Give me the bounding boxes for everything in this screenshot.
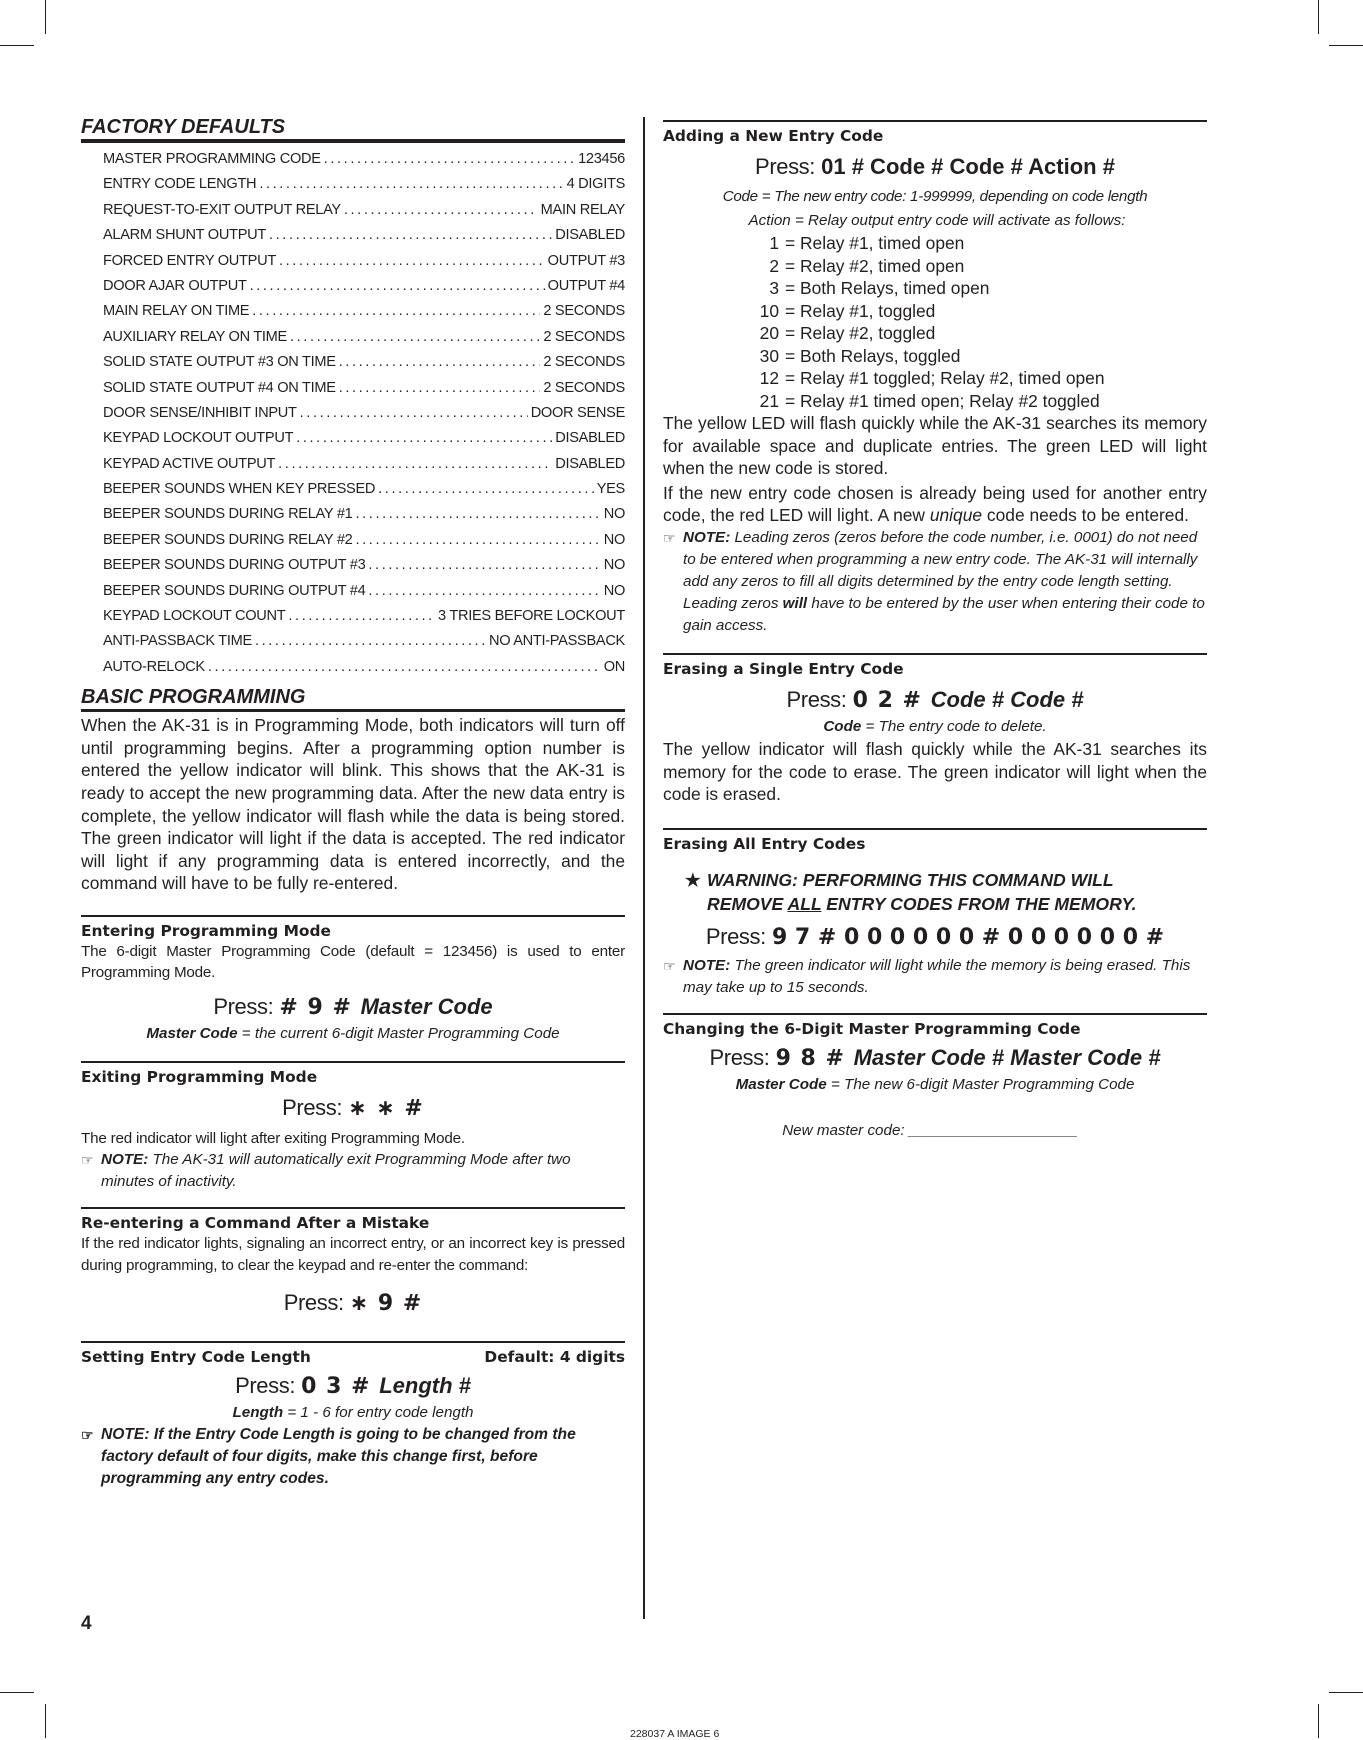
leader-dots [259, 172, 563, 197]
definition-line [81, 1023, 625, 1045]
default-value: 123456 [578, 151, 625, 167]
definition-term: Master Code [735, 1075, 827, 1093]
definition-line [81, 1402, 625, 1424]
warning-text: ENTRY CODES FROM THE MEMORY. [826, 893, 1137, 914]
note-text: If the Entry Code Length is going to be changed from the factory default of four digits, make this change first, before programming any entry codes. [101, 1426, 576, 1488]
leader-dots [250, 274, 545, 299]
key-sequence-keys: 9 8 # [775, 1045, 845, 1071]
crop-mark [0, 45, 34, 46]
default-item [103, 502, 625, 527]
note-label: NOTE: [101, 1151, 149, 1169]
default-label: BEEPER SOUNDS DURING RELAY #1 [103, 506, 353, 523]
press-instruction [81, 992, 625, 1023]
default-label: SOLID STATE OUTPUT #4 ON TIME [103, 379, 336, 396]
key-sequence-keys: 0 3 # [301, 1374, 371, 1400]
relay-option-text: = Both Relays, toggled [785, 345, 961, 366]
leader-dots [252, 299, 540, 324]
relay-option-number: 1 [769, 233, 779, 253]
crop-mark [1318, 0, 1319, 34]
factory-defaults-title: FACTORY DEFAULTS [81, 116, 625, 143]
definition-text: = the current 6-digit Master Programming Code [241, 1024, 560, 1042]
new-master-code-line: New master code: ____________________ [782, 1121, 1078, 1139]
default-value: ON [603, 658, 625, 675]
action-definition: Action = Relay output entry code will activate as follows: [748, 212, 1126, 229]
note-text: have to be entered by the user when entering their code to gain access. [683, 594, 1205, 634]
press-instruction [81, 1371, 625, 1402]
reentering-heading [81, 1207, 625, 1233]
default-value: NO [603, 557, 625, 574]
entering-mode-text: The 6-digit Master Programming Code (default = 123456) is used to enter Programming Mode. [81, 942, 625, 982]
pointing-hand-icon: ☞ [663, 529, 676, 546]
default-value: 4 DIGITS [566, 176, 625, 193]
press-label: Press: [709, 1044, 770, 1070]
press-label: Press: [213, 993, 274, 1019]
relay-option [733, 345, 1207, 368]
default-label: MASTER PROGRAMMING CODE [103, 151, 321, 167]
relay-option-number: 2 [769, 255, 779, 276]
exiting-mode-heading [81, 1061, 625, 1087]
default-label: KEYPAD ACTIVE OUTPUT [103, 455, 276, 472]
text-part: code needs to be entered. [986, 505, 1189, 526]
definition-text: = The new 6-digit Master Programming Code [830, 1075, 1135, 1093]
factory-defaults-list [81, 147, 625, 680]
default-value: OUTPUT #3 [547, 252, 625, 269]
leader-dots [300, 401, 528, 426]
heading-text: Adding a New Entry Code [663, 127, 884, 145]
default-value: NO [603, 531, 625, 548]
right-column [663, 120, 1207, 1142]
relay-options-list [663, 232, 1207, 412]
warning-text: REMOVE [707, 893, 784, 914]
press-instruction [81, 1093, 625, 1124]
default-item [103, 198, 625, 223]
leader-dots [368, 579, 600, 604]
leader-dots [278, 452, 552, 477]
note [81, 1424, 625, 1490]
default-item [103, 350, 625, 375]
default-item [103, 172, 625, 197]
leader-dots [378, 477, 594, 502]
default-label: KEYPAD LOCKOUT OUTPUT [103, 430, 294, 447]
warning-line-1: WARNING: PERFORMING THIS COMMAND WILL [707, 869, 1114, 890]
relay-option [733, 300, 1207, 323]
star-icon: ★ [685, 869, 701, 890]
heading-text: Re-entering a Command After a Mistake [81, 1214, 430, 1233]
press-label: Press: [786, 686, 847, 712]
default-value: DOOR SENSE [530, 404, 625, 421]
relay-option-text: = Relay #1, toggled [785, 300, 936, 321]
key-sequence-keys: # 9 # [279, 994, 352, 1020]
default-value: DISABLED [555, 227, 625, 244]
default-label: FORCED ENTRY OUTPUT [103, 252, 276, 269]
pointing-hand-icon: ☞ [663, 957, 676, 974]
key-sequence-param: Code # Code # [930, 686, 1084, 712]
crop-mark [1329, 1692, 1363, 1693]
default-value: 2 SECONDS [543, 354, 625, 371]
page-number: 4 [81, 1613, 92, 1634]
warning-body [707, 868, 1137, 916]
default-value: OUTPUT #4 [547, 277, 625, 294]
definition-text: = The entry code to delete. [865, 717, 1047, 735]
definition-line [663, 716, 1207, 738]
relay-option [733, 232, 1207, 255]
erase-single-heading [663, 653, 1207, 679]
leader-dots [344, 198, 538, 223]
basic-programming-title: BASIC PROGRAMMING [81, 686, 625, 712]
default-label: AUXILIARY RELAY ON TIME [103, 328, 287, 345]
heading-text: Exiting Programming Mode [81, 1067, 318, 1086]
key-sequence [853, 688, 1084, 713]
print-footer: 228037 A IMAGE 6 [630, 1728, 720, 1740]
definition-term: Code [823, 717, 862, 735]
press-instruction [81, 1288, 625, 1319]
key-sequence [279, 995, 492, 1020]
code-definition: Code = The new entry code: 1-999999, depending on code length [722, 188, 1148, 205]
default-value: NO ANTI-PASSBACK [488, 633, 625, 650]
default-item [103, 223, 625, 248]
leader-dots [355, 528, 600, 553]
crop-mark [0, 1692, 34, 1693]
default-label: SOLID STATE OUTPUT #3 ON TIME [103, 354, 336, 371]
default-label: BEEPER SOUNDS DURING OUTPUT #4 [103, 582, 366, 599]
default-item [103, 629, 625, 654]
default-item [103, 477, 625, 502]
column-divider [643, 117, 645, 1619]
press-instruction [663, 922, 1207, 953]
note-emphasis: will [782, 594, 808, 612]
definition-line [663, 1074, 1207, 1096]
crop-mark [1318, 1704, 1319, 1738]
key-sequence-keys: 0 2 # [852, 687, 922, 713]
default-label: KEYPAD LOCKOUT COUNT [103, 608, 286, 625]
leader-dots [368, 553, 600, 578]
warning-underline: ALL [787, 893, 822, 914]
leader-dots [269, 223, 552, 248]
relay-option-text: = Relay #2, timed open [785, 255, 965, 276]
key-sequence [301, 1374, 471, 1399]
text-part: If the new entry code chosen is already being used for another entry code, the red LED will light. A new [663, 482, 1207, 526]
heading-text: Erasing All Entry Codes [663, 834, 866, 853]
default-item [103, 147, 625, 172]
default-value: 2 SECONDS [543, 303, 625, 320]
note-label: NOTE: [683, 528, 731, 546]
definition-text: = 1 - 6 for entry code length [287, 1404, 474, 1422]
relay-option-text: = Relay #2, toggled [785, 323, 936, 343]
leader-dots [288, 604, 435, 629]
relay-option [733, 322, 1207, 345]
press-label: Press: [283, 1290, 344, 1316]
relay-option-number: 21 [759, 390, 779, 411]
crop-mark [45, 0, 46, 34]
crop-mark [1329, 45, 1363, 46]
note-body [683, 527, 1207, 637]
erase-single-text: The yellow indicator will flash quickly while the AK-31 searches its memory for the code to erase. The green indicator will light when the code is erased. [663, 738, 1207, 805]
default-value: MAIN RELAY [540, 201, 625, 218]
note-body [683, 955, 1207, 999]
default-value: YES [596, 481, 625, 498]
relay-option-text: = Both Relays, timed open [785, 278, 990, 298]
press-instruction [663, 1043, 1207, 1074]
default-item [103, 299, 625, 324]
key-sequence-param: Master Code # Master Code # [853, 1044, 1161, 1070]
note [663, 955, 1207, 999]
pointing-hand-icon: ☞ [81, 1152, 94, 1169]
key-sequence: ∗ 9 # [349, 1291, 423, 1317]
default-item [103, 655, 625, 680]
leader-dots [339, 350, 541, 375]
adding-code-text: The yellow LED will flash quickly while the AK-31 searches its memory for available space and duplicate entries. The green LED will light when the new code is stored. [663, 413, 1207, 479]
relay-option-text: = Relay #1 timed open; Relay #2 toggled [785, 390, 1100, 411]
leader-dots [296, 426, 552, 451]
note [663, 527, 1207, 637]
note-label: NOTE: [683, 956, 731, 974]
leader-dots [208, 655, 601, 680]
default-value: 3 TRIES BEFORE LOCKOUT [438, 608, 625, 625]
key-sequence: 01 # Code # Code # Action # [821, 154, 1115, 179]
emphasis: unique [929, 505, 983, 526]
default-value: NO [603, 582, 625, 599]
heading-text: Entering Programming Mode [81, 921, 331, 940]
adding-code-text-2 [663, 482, 1207, 527]
default-label: DOOR AJAR OUTPUT [103, 277, 247, 294]
definition-term: Master Code [146, 1024, 238, 1042]
default-label: BEEPER SOUNDS DURING RELAY #2 [103, 531, 353, 548]
crop-mark [45, 1704, 46, 1738]
default-label: DOOR SENSE/INHIBIT INPUT [103, 404, 297, 421]
heading-text: Setting Entry Code Length [81, 1348, 311, 1367]
key-sequence [776, 1046, 1161, 1071]
press-label: Press: [235, 1373, 296, 1399]
key-sequence: 9 7 # 0 0 0 0 0 0 # 0 0 0 0 0 0 # [771, 924, 1165, 950]
relay-option [733, 390, 1207, 413]
default-value: Default: 4 digits [484, 1348, 625, 1367]
press-instruction [663, 685, 1207, 716]
relay-option [733, 277, 1207, 300]
heading-text: Changing the 6-Digit Master Programming Code [663, 1019, 1081, 1038]
default-label: REQUEST-TO-EXIT OUTPUT RELAY [103, 201, 341, 218]
exiting-mode-text: The red indicator will light after exiting Programming Mode. [81, 1129, 465, 1147]
pointing-hand-icon: ☞ [81, 1427, 94, 1444]
definition-term: Length [232, 1404, 284, 1422]
left-column [81, 116, 625, 1490]
relay-option-text: = Relay #1 toggled; Relay #2, timed open [785, 368, 1105, 388]
key-sequence-param: Master Code [360, 993, 493, 1019]
default-value: NO [603, 506, 625, 523]
note-text: The green indicator will light while the memory is being erased. This may take up to 15 seconds. [683, 956, 1191, 996]
basic-programming-text: When the AK-31 is in Programming Mode, both indicators will turn off until programming begins. After a programming option number is entered the yellow indicator will blink. This shows that the AK-31 is ready to accept the new programming data. After the new data entry is complete, the yellow indicator will flash while the data is being stored. The green indicator will light if the data is accepted. The red indicator will light if any programming data is entered incorrectly, and the command will have to be fully re-entered. [81, 715, 625, 894]
relay-option [733, 255, 1207, 278]
key-sequence: ∗ ∗ # [348, 1095, 424, 1121]
default-item [103, 274, 625, 299]
default-item [103, 401, 625, 426]
leader-dots [255, 629, 486, 654]
default-item [103, 325, 625, 350]
note-body [101, 1149, 625, 1193]
default-label: MAIN RELAY ON TIME [103, 303, 250, 320]
entering-mode-heading [81, 915, 625, 941]
relay-option-number: 10 [759, 300, 779, 321]
relay-option-number: 20 [759, 323, 779, 343]
default-item [103, 553, 625, 578]
default-label: AUTO-RELOCK [103, 658, 205, 675]
press-instruction [663, 152, 1207, 182]
default-item [103, 426, 625, 451]
key-sequence-param: Length # [379, 1373, 471, 1399]
default-label: ENTRY CODE LENGTH [103, 176, 257, 193]
note-label: NOTE: [101, 1426, 150, 1444]
heading-text: Erasing a Single Entry Code [663, 659, 904, 678]
default-value: 2 SECONDS [543, 328, 625, 345]
relay-option-number: 30 [759, 345, 779, 366]
leader-dots [279, 249, 545, 274]
relay-option [733, 367, 1207, 390]
default-label: BEEPER SOUNDS WHEN KEY PRESSED [103, 481, 376, 498]
press-label: Press: [755, 154, 815, 179]
leader-dots [355, 502, 600, 527]
default-item [103, 376, 625, 401]
relay-option-number: 12 [759, 368, 779, 388]
default-value: DISABLED [555, 455, 625, 472]
default-item [103, 249, 625, 274]
default-item [103, 604, 625, 629]
leader-dots [339, 376, 541, 401]
default-item [103, 452, 625, 477]
relay-option-number: 3 [769, 278, 779, 298]
change-master-heading [663, 1013, 1207, 1039]
default-item [103, 579, 625, 604]
entry-length-heading [81, 1341, 625, 1367]
press-label: Press: [705, 923, 766, 949]
default-label: ALARM SHUNT OUTPUT [103, 227, 266, 244]
leader-dots [290, 325, 540, 350]
note [81, 1149, 625, 1193]
relay-option-text: = Relay #1, timed open [785, 233, 965, 253]
reentering-text: If the red indicator lights, signaling an incorrect entry, or an incorrect key is pressed during programming, to clear the keypad and re-enter the command: [81, 1235, 625, 1274]
erase-all-heading [663, 828, 1207, 854]
adding-code-heading [663, 120, 1207, 146]
note-text: The AK-31 will automatically exit Programming Mode after two minutes of inactivity. [101, 1151, 571, 1191]
note-text: Leading zeros (zeros before the code number, i.e. 0001) do not need to be entered when programming a new entry code. The AK-31 will internally add any zeros to fill all digits determined by the entry code length setting. Leading zeros [683, 528, 1198, 612]
default-value: 2 SECONDS [543, 379, 625, 396]
default-label: ANTI-PASSBACK TIME [103, 633, 252, 650]
default-item [103, 528, 625, 553]
warning [663, 868, 1207, 916]
default-value: DISABLED [555, 430, 625, 447]
leader-dots [324, 147, 575, 172]
press-label: Press: [282, 1094, 343, 1120]
default-label: BEEPER SOUNDS DURING OUTPUT #3 [103, 557, 366, 574]
note-body [101, 1424, 625, 1490]
